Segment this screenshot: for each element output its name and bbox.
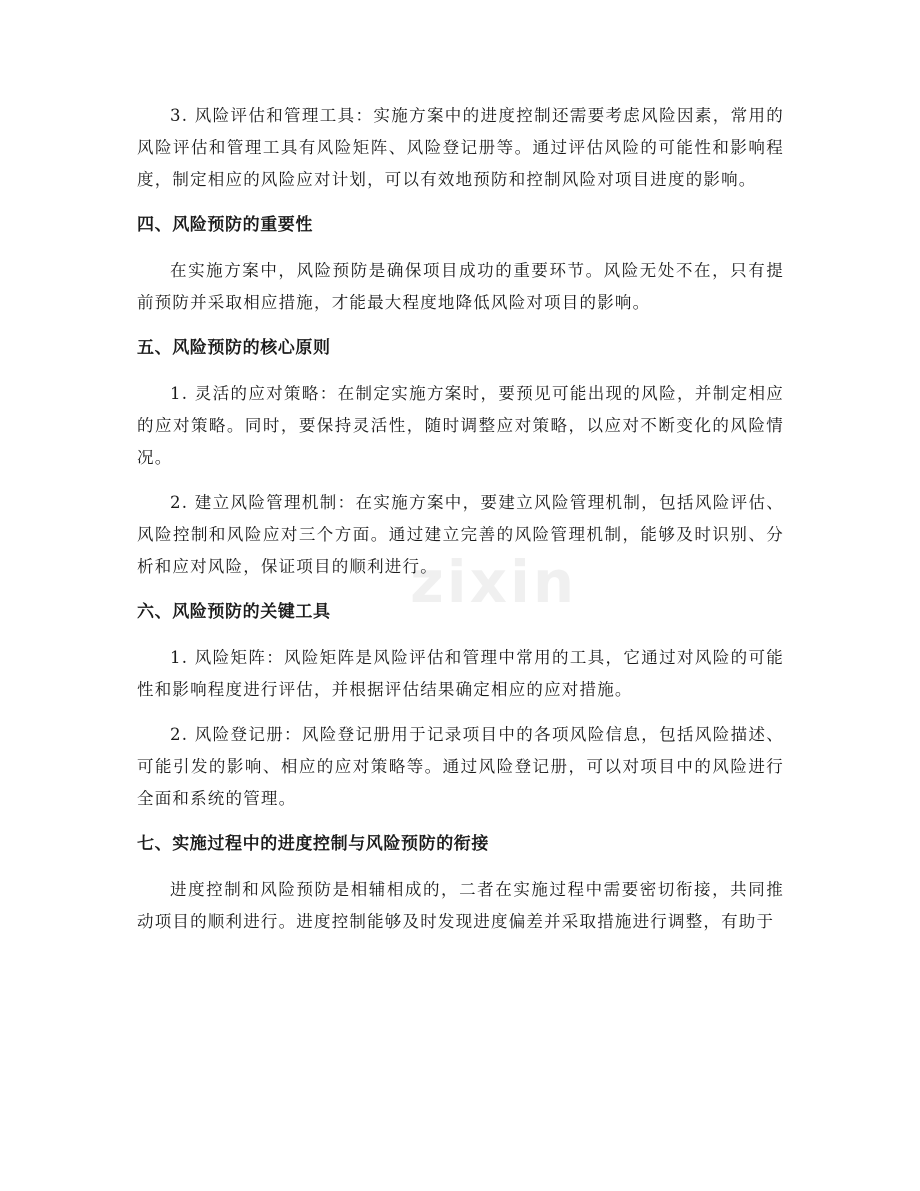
heading-section-7: 七、实施过程中的进度控制与风险预防的衔接 — [137, 834, 489, 854]
paragraph-risk-register: 2. 风险登记册：风险登记册用于记录项目中的各项风险信息，包括风险描述、可能引发的影响、相应的应对策略等。通过风险登记册，可以对项目中的风险进行全面和系统的管理。 — [137, 725, 784, 808]
document-page — [137, 100, 784, 951]
heading-section-6: 六、风险预防的关键工具 — [137, 602, 331, 622]
paragraph-progress-risk-link: 进度控制和风险预防是相辅相成的，二者在实施过程中需要密切衔接，共同推动项目的顺利进行。进度控制能够及时发现进度偏差并采取措施进行调整，有助于 — [137, 880, 784, 931]
paragraph-risk-importance: 在实施方案中，风险预防是确保项目成功的重要环节。风险无处不在，只有提前预防并采取相应措施，才能最大程度地降低风险对项目的影响。 — [137, 261, 784, 312]
paragraph-risk-matrix: 1. 风险矩阵：风险矩阵是风险评估和管理中常用的工具，它通过对风险的可能性和影响程度进行评估，并根据评估结果确定相应的应对措施。 — [137, 648, 784, 699]
paragraph-risk-tools: 3. 风险评估和管理工具：实施方案中的进度控制还需要考虑风险因素，常用的风险评估和管理工具有风险矩阵、风险登记册等。通过评估风险的可能性和影响程度，制定相应的风险应对计划，可以有效地预防和控制风险对项目进度的影响。 — [137, 106, 784, 189]
paragraph-flexible-strategy: 1. 灵活的应对策略：在制定实施方案时，要预见可能出现的风险，并制定相应的应对策略。同时，要保持灵活性，随时调整应对策略，以应对不断变化的风险情况。 — [137, 384, 784, 467]
heading-section-4: 四、风险预防的重要性 — [137, 215, 313, 235]
watermark: zixin — [410, 548, 578, 616]
heading-section-5: 五、风险预防的核心原则 — [137, 338, 331, 358]
paragraph-risk-mechanism: 2. 建立风险管理机制：在实施方案中，要建立风险管理机制，包括风险评估、风险控制和风险应对三个方面。通过建立完善的风险管理机制，能够及时识别、分析和应对风险，保证项目的顺利进行。 — [137, 493, 784, 576]
